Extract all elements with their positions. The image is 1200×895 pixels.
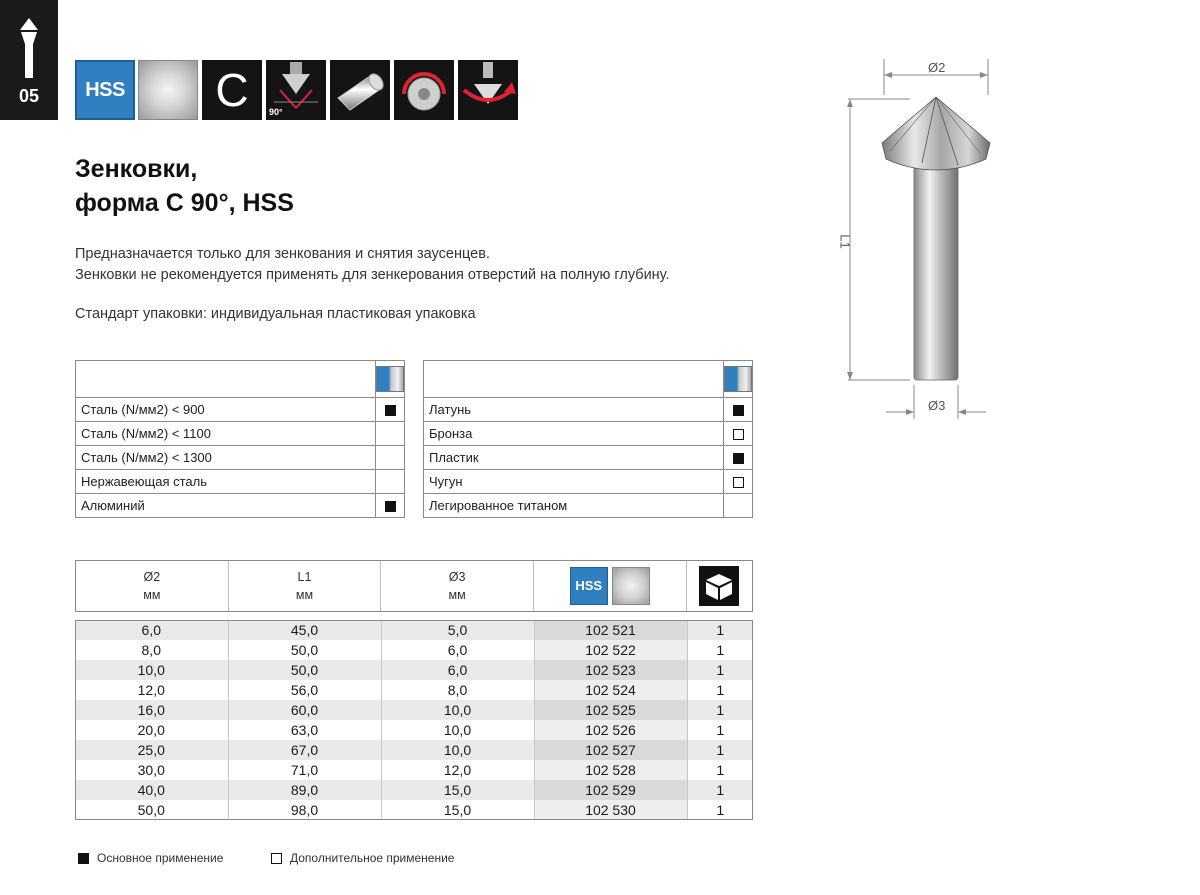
table-row xyxy=(424,470,753,494)
bright-finish-icon xyxy=(138,60,198,120)
secondary-use-marker xyxy=(733,429,744,440)
secondary-use-marker xyxy=(733,477,744,488)
table-row: 10,0 50,0 6,0 102 523 1 xyxy=(75,660,753,680)
rotation-direction-icon xyxy=(458,60,518,120)
material-label: Пластик xyxy=(424,446,724,470)
table-row: 30,0 71,0 12,0 102 528 1 xyxy=(75,760,753,780)
material-label: Бронза xyxy=(424,422,724,446)
sizes-table xyxy=(75,620,753,820)
page-title xyxy=(75,152,294,220)
countersink-90-icon xyxy=(266,60,326,120)
deburring-icon xyxy=(394,60,454,120)
table-row xyxy=(424,422,753,446)
material-label: Сталь (N/мм2) < 1300 xyxy=(76,446,376,470)
material-label: Сталь (N/мм2) < 900 xyxy=(76,398,376,422)
table-row xyxy=(76,446,405,470)
sizes-table-header xyxy=(75,560,753,612)
table-row xyxy=(76,398,405,422)
packaging-note: Стандарт упаковки: индивидуальная пластиковая упаковка xyxy=(75,306,476,322)
description-line-2: Зенковки не рекомендуется применять для зенкерования отверстий на полную глубину. xyxy=(75,267,670,283)
table-row: 12,0 56,0 8,0 102 524 1 xyxy=(75,680,753,700)
primary-use-marker xyxy=(733,453,744,464)
materials-table-right xyxy=(423,360,753,518)
primary-use-marker xyxy=(385,501,396,512)
secondary-use-marker xyxy=(271,853,282,864)
package-box-icon xyxy=(699,566,739,606)
table-row xyxy=(424,494,753,518)
table-row xyxy=(76,494,405,518)
header-qty xyxy=(687,561,752,611)
countersink-tab-icon xyxy=(0,0,58,82)
title-line-1: Зенковки, xyxy=(75,155,198,183)
hss-material-icon xyxy=(724,366,752,392)
material-label: Чугун xyxy=(424,470,724,494)
bright-finish-icon xyxy=(612,567,650,605)
primary-use-marker xyxy=(385,405,396,416)
material-label: Сталь (N/мм2) < 1100 xyxy=(76,422,376,446)
material-label: Латунь xyxy=(424,398,724,422)
legend-primary: Основное применение xyxy=(78,851,223,865)
description-line-1: Предназначается только для зенкования и снятия заусенцев. xyxy=(75,246,490,262)
material-label: Легированное титаном xyxy=(424,494,724,518)
table-row: 40,0 89,0 15,0 102 529 1 xyxy=(75,780,753,800)
header-d2: Ø2 мм xyxy=(76,561,229,611)
table-row: 20,0 63,0 10,0 102 526 1 xyxy=(75,720,753,740)
title-line-2: форма С 90°, HSS xyxy=(75,189,294,217)
table-row: 16,0 60,0 10,0 102 525 1 xyxy=(75,700,753,720)
section-number: 05 xyxy=(18,86,40,106)
section-tab xyxy=(0,0,58,120)
hss-badge: HSS xyxy=(75,60,135,120)
dimension-d2-label: Ø2 xyxy=(928,60,946,75)
primary-use-marker xyxy=(733,405,744,416)
countersink-drawing xyxy=(830,55,1000,425)
table-row xyxy=(76,422,405,446)
header-d3: Ø3 мм xyxy=(381,561,534,611)
table-row: 8,0 50,0 6,0 102 522 1 xyxy=(75,640,753,660)
material-label: Алюминий xyxy=(76,494,376,518)
hss-material-icon xyxy=(376,366,404,392)
table-row xyxy=(424,446,753,470)
table-row xyxy=(76,470,405,494)
table-row: 25,0 67,0 10,0 102 527 1 xyxy=(75,740,753,760)
header-l1: L1 мм xyxy=(229,561,382,611)
table-row: 6,0 45,0 5,0 102 521 1 xyxy=(75,620,753,640)
hss-badge-small: HSS xyxy=(570,567,608,605)
table-row: 50,0 98,0 15,0 102 530 1 xyxy=(75,800,753,820)
dimension-l1-label: L1 xyxy=(837,234,853,249)
material-label: Нержавеющая сталь xyxy=(76,470,376,494)
legend-secondary: Дополнительное применение xyxy=(271,851,454,865)
primary-use-marker xyxy=(78,853,89,864)
materials-table-left xyxy=(75,360,405,518)
form-c-icon: C xyxy=(202,60,262,120)
header-article xyxy=(534,561,687,611)
table-row xyxy=(424,398,753,422)
cylindrical-shank-icon xyxy=(330,60,390,120)
angle-label: 90° xyxy=(269,107,283,117)
dimension-d3-label: Ø3 xyxy=(928,398,946,413)
